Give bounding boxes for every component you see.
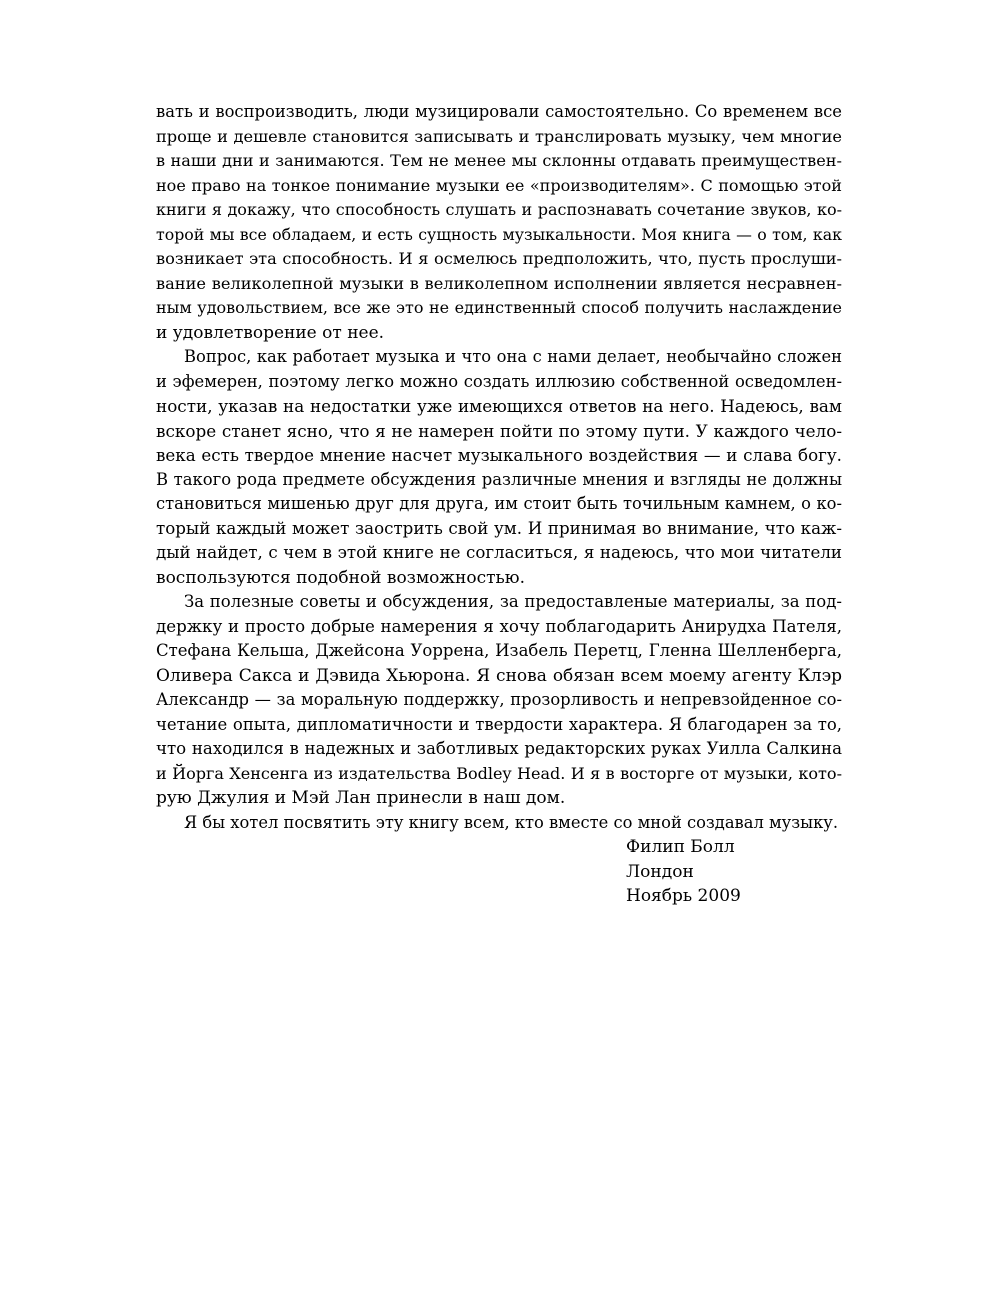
text-line: четание опыта, дипломатичности и твердости характера. Я благодарен за то, (156, 714, 842, 734)
text-line: торой мы все обладаем, и есть сущность музыкальности. Моя книга — о том, как (156, 224, 842, 244)
text-line: что находился в надежных и заботливых редакторских руках Уилла Салкина (156, 739, 842, 758)
text-line: Я бы хотел посвятить эту книгу всем, кто вместе со мной создавал музыку. (184, 812, 839, 832)
text-line: становиться мишенью друг для друга, им стоит быть точильным камнем, о ко- (156, 494, 842, 513)
text-line: вскоре станет ясно, что я не намерен пойти по этому пути. У каждого чело- (156, 420, 842, 441)
signature-block (626, 835, 741, 909)
text-line: и эфемерен, поэтому легко можно создать иллюзию собственной осведомлен- (156, 371, 842, 391)
signature-date: Ноябрь 2009 (626, 886, 741, 906)
book-page-text (156, 100, 842, 835)
text-line: возникает эта способность. И я осмелюсь предположить, что, пусть прослуши- (156, 249, 842, 268)
signature-city: Лондон (626, 861, 694, 882)
text-line: вать и воспроизводить, люди музицировали самостоятельно. Со временем все (156, 102, 842, 121)
paragraph-1 (156, 100, 842, 345)
text-line: Стефана Кельша, Джейсона Уоррена, Изабель Перетц, Гленна Шелленберга, (156, 641, 842, 660)
paragraph-2 (156, 345, 842, 590)
text-line: рую Джулия и Мэй Лан принесли в наш дом. (156, 788, 566, 808)
text-line: В такого рода предмете обсуждения различные мнения и взгляды не должны (156, 469, 842, 489)
paragraph-3 (156, 590, 842, 811)
text-line: в наши дни и занимаются. Тем не менее мы склонны отдавать преимуществен- (156, 151, 842, 170)
text-line: ным удовольствием, все же это не единственный способ получить наслаждение (156, 298, 842, 317)
text-line: торый каждый может заострить свой ум. И принимая во внимание, что каж- (156, 518, 842, 538)
text-line: воспользуются подобной возможностью. (156, 567, 526, 588)
text-line: ное право на тонкое понимание музыки ее «производителям». С помощью этой (156, 175, 842, 195)
text-line: ности, указав на недостатки уже имеющихся ответов на него. Надеюсь, вам (156, 396, 842, 416)
text-line: вание великолепной музыки в великолепном исполнении является несравнен- (156, 273, 842, 293)
text-line: и Йорга Хенсенга из издательства Bodley Head. И я в восторге от музыки, кото- (156, 763, 842, 783)
text-line: проще и дешевле становится записывать и транслировать музыку, чем многие (156, 126, 842, 146)
text-line: Вопрос, как работает музыка и что она с нами делает, необычайно сложен (184, 347, 842, 366)
text-line: книги я докажу, что способность слушать и распознавать сочетание звуков, ко- (156, 200, 842, 219)
text-line: века есть твердое мнение насчет музыкального воздействия — и слава богу. (156, 445, 842, 465)
text-line: Александр — за моральную поддержку, прозорливость и непревзойденное со- (156, 690, 842, 709)
author-name: Филип Болл (626, 837, 735, 857)
text-line: За полезные советы и обсуждения, за предоставленые материалы, за под- (184, 592, 842, 611)
text-line: дый найдет, с чем в этой книге не согласиться, я надеюсь, что мои читатели (156, 543, 842, 562)
text-line: Оливера Сакса и Дэвида Хьюрона. Я снова обязан всем моему агенту Клэр (156, 665, 842, 686)
paragraph-4 (156, 811, 842, 836)
text-line: и удовлетворение от нее. (156, 322, 385, 343)
text-line: держку и просто добрые намерения я хочу поблагодарить Анирудха Пателя, (156, 616, 842, 636)
